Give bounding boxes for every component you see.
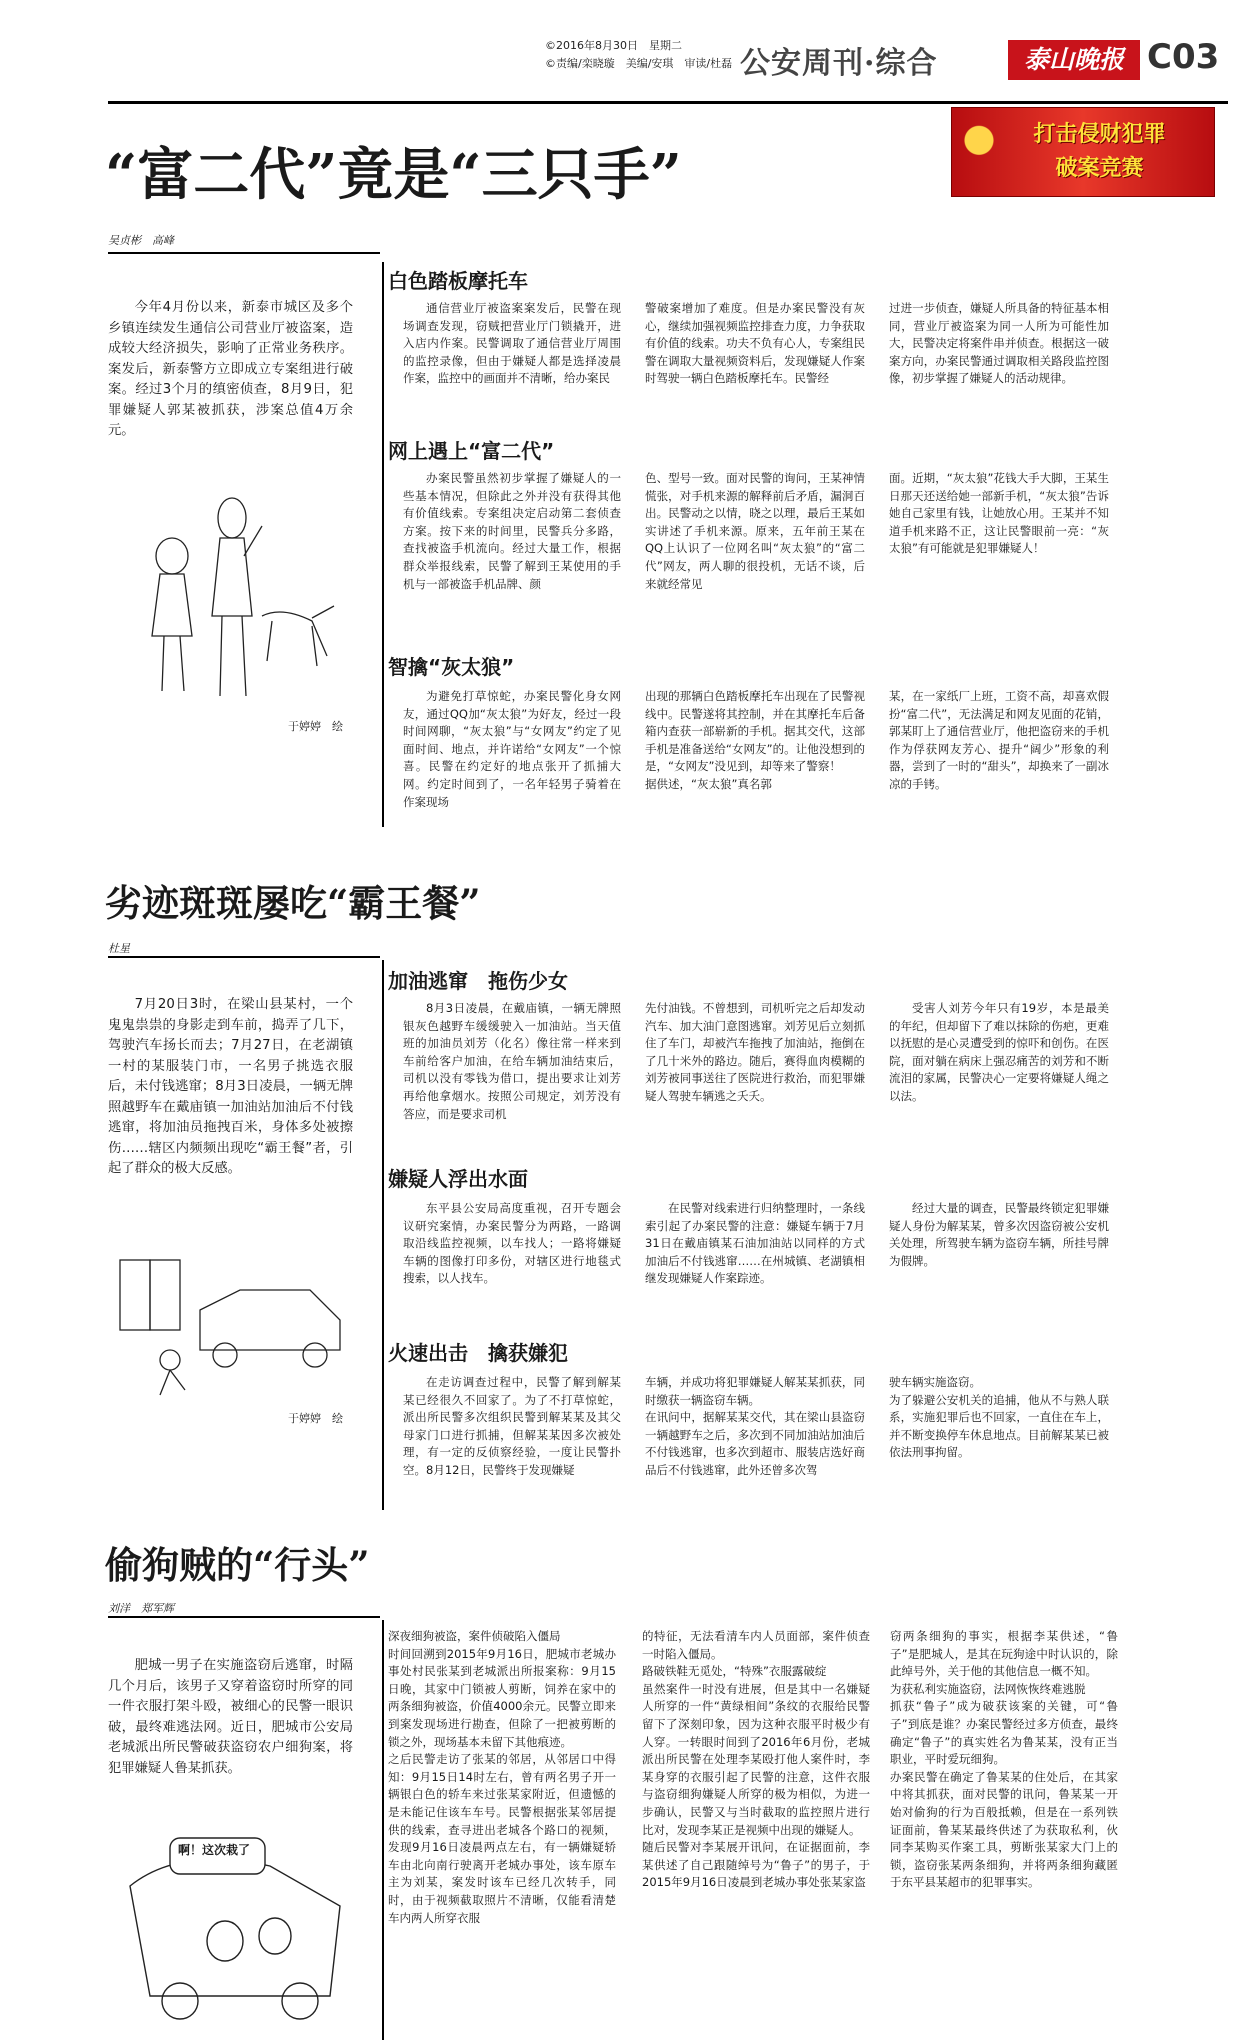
article1-s3-col2: 出现的那辆白色踏板摩托车出现在了民警视线中。民警遂将其控制，并在其摩托车后备箱内查获一部崭新的手机。据其交代，这部手机是准备送给“女网友”的。让他没想到的是，“女网友”没见到，却等来了警察！ 据供述，“灰太狼”真名郭 bbox=[645, 689, 865, 791]
article1-s1-col1: 通信营业厅被盗案案发后，民警在现场调查发现，窃贼把营业厅门锁撬开，进入店内作案。民警调取了通信营业厅周围的监控录像，但由于嫌疑人都是选择凌晨作案，监控中的画面并不清晰，给办案民 bbox=[403, 301, 621, 386]
article2-subhead-1: 加油逃窜 拖伤少女 bbox=[388, 969, 568, 993]
article3-col2: 的特征，无法看清车内人员面部，案件侦查一时陷入僵局。 路破铁鞋无觅处，“特殊”衣服露破绽 虽然案件一时没有进展，但是其中一名嫌疑人所穿的一件“黄绿相间”条纹的衣服给民警留下了深刻印象，因为这种衣服平时极少有人穿。一转眼时间到了2016年6月份，老城派出所民警在处理李某殴打他人案件时，李某身穿的衣服引起了民警的注意，这件衣服与盗窃细狗嫌疑人所穿的极为相似，为进一步确认，民警又与当时截取的监控照片进行比对，发现李某正是视频中出现的嫌疑人。 随后民警对李某展开讯问，在证据面前，李某供述了自己跟随绰号为“鲁子”的男子，于2015年9月16日凌晨到老城办事处张某家盗 bbox=[642, 1629, 870, 1890]
article2-illus-credit: 于婷婷 绘 bbox=[288, 1412, 343, 1425]
article2-s3-col3: 驶车辆实施盗窃。 为了躲避公安机关的追捕，他从不与熟人联系，实施犯罪后也不回家，一直住在车上，并不断变换停车休息地点。目前解某某已被依法刑事拘留。 bbox=[889, 1375, 1109, 1460]
page-number: C03 bbox=[1147, 37, 1220, 77]
article2-title: 劣迹斑斑屡吃“霸王餐” bbox=[105, 881, 481, 925]
article2-s2-col3: 经过大量的调查，民警最终锁定犯罪嫌疑人身份为解某某，曾多次因盗窃被公安机关处理，所驾驶车辆为盗窃车辆，所挂号牌为假牌。 bbox=[889, 1201, 1109, 1268]
article2-byline-rule bbox=[108, 956, 380, 958]
article2-lead: 7月20日3时，在梁山县某村，一个鬼鬼祟祟的身影走到车前，捣弄了几下，驾驶汽车扬长而去；7月27日，在老湖镇一村的某服装门市，一名男子挑选衣服后，未付钱逃窜；8月3日凌晨，一辆无牌照越野车在戴庙镇一加油站加油后不付钱逃窜，将加油员拖拽百米，身体多处被擦伤……辖区内频频出现吃“霸王餐”者，引起了群众的极大反感。 bbox=[108, 997, 353, 1176]
article2-subhead-3: 火速出击 擒获嫌犯 bbox=[388, 1341, 568, 1365]
article1-illus-credit: 于婷婷 绘 bbox=[288, 720, 343, 733]
article1-lead: 今年4月份以来，新泰市城区及多个乡镇连续发生通信公司营业厅被盗案，造成较大经济损失，影响了正常业务秩序。案发后，新泰警方立即成立专案组进行破案。经过3个月的缜密侦查，8月9日，犯罪嫌疑人郭某被抓获，涉案总值4万余元。 bbox=[108, 300, 353, 438]
article1-subhead-2: 网上遇上“富二代” bbox=[388, 439, 555, 463]
header-rule bbox=[108, 101, 1228, 104]
banner-line-1: 打击侵财犯罪 bbox=[1033, 121, 1166, 147]
thief-illustration bbox=[112, 486, 352, 706]
article1-byline: 吴贞彬 高峰 bbox=[108, 234, 174, 247]
editor-line: ©责编/栾晓璇 美编/安琪 审读/杜磊 bbox=[545, 57, 733, 70]
article2-divider bbox=[382, 960, 384, 1510]
article1-s1-col2: 警破案增加了难度。但是办案民警没有灰心，继续加强视频监控排查力度，力争获取有价值的线索。功夫不负有心人，专案组民警在调取大量视频资料后，发现嫌疑人作案时驾驶一辆白色踏板摩托车。民警经 bbox=[645, 301, 865, 386]
article3-lead: 肥城一男子在实施盗窃后逃窜，时隔几个月后，该男子又穿着盗窃时所穿的同一件衣服打架斗殴，被细心的民警一眼识破，最终难逃法网。近日，肥城市公安局老城派出所民警破获盗窃农户细狗案，将犯罪嫌疑人鲁某抓获。 bbox=[108, 1658, 353, 1776]
article2-s2-col2: 在民警对线索进行归纳整理时，一条线索引起了办案民警的注意：嫌疑车辆于7月31日在戴庙镇某石油加油站以同样的方式加油后不付钱逃窜……在州城镇、老湖镇相继发现嫌疑人作案踪迹。 bbox=[645, 1201, 865, 1286]
article1-subhead-1: 白色踏板摩托车 bbox=[388, 269, 528, 293]
newspaper-logo: 泰山晚报 bbox=[1008, 40, 1140, 80]
article1-s2-col3: 面。近期，“灰太狼”花钱大手大脚，王某生日那天还送给她一部新手机，“灰太狼”告诉她自己家里有钱，让她放心用。王某并不知道手机来路不正，这让民警眼前一亮：“灰太狼”有可能就是犯罪嫌疑人！ bbox=[889, 471, 1109, 556]
gas-station-illustration bbox=[110, 1250, 355, 1400]
article1-s2-col1: 办案民警虽然初步掌握了嫌疑人的一些基本情况，但除此之外并没有获得其他有价值线索。专案组决定启动第二套侦查方案。按下来的时间里，民警兵分多路，查找被盗手机流向。经过大量工作，根据群众举报线索，民警了解到王某使用的手机与一部被盗手机品牌、颜 bbox=[403, 471, 621, 591]
article2-byline: 杜星 bbox=[108, 942, 130, 955]
article2-s3-col2: 车辆，并成功将犯罪嫌疑人解某某抓获，同时缴获一辆盗窃车辆。 在讯问中，据解某某交代，其在梁山县盗窃一辆越野车之后，多次到不同加油站加油后不付钱逃窜，也多次到超市、服装店选好商品后不付钱逃窜，此外还曾多次驾 bbox=[645, 1375, 865, 1477]
article2-s2-col1: 东平县公安局高度重视，召开专题会议研究案情，办案民警分为两路，一路调取沿线监控视频，以车找人；一路将嫌疑车辆的图像打印多份，对辖区进行地毯式搜索，以人找车。 bbox=[403, 1201, 621, 1286]
article1-subhead-3: 智擒“灰太狼” bbox=[388, 655, 515, 679]
banner-line-2: 破案竞赛 bbox=[1055, 155, 1144, 181]
article1-divider bbox=[382, 262, 384, 827]
article3-title: 偷狗贼的“行头” bbox=[105, 1543, 370, 1587]
article3-col3: 窃两条细狗的事实，根据李某供述，“鲁子”是肥城人，是其在玩狗途中时认识的，除此绰号外，关于他的其他信息一概不知。 为获私利实施盗窃，法网恢恢终难逃脱 抓获“鲁子”成为破获该案的关键，可“鲁子”到底是谁？办案民警经过多方侦查，最终确定“鲁子”的真实姓名为鲁某某，没有正当职业，平时爱玩细狗。 办案民警在确定了鲁某某的住处后，在其家中将其抓获，面对民警的讯问，鲁某某一开始对偷狗的行为百般抵赖，但是在一系列铁证面前，鲁某某最终供述了为获取私利，伙同李某购买作案工具，剪断张某家大门上的锁，盗窃张某两条细狗，并将两条细狗藏匿于东平县某超市的犯罪事实。 bbox=[890, 1629, 1118, 1890]
article1-s3-col3: 某，在一家纸厂上班，工资不高，却喜欢假扮“富二代”，无法满足和网友见面的花销，郭某盯上了通信营业厅，他把盗窃来的手机作为俘获网友芳心、提升“阔少”形象的利器，尝到了一时的“甜头”，却换来了一副冰凉的手铐。 bbox=[889, 689, 1109, 791]
article3-divider bbox=[382, 1620, 384, 2040]
article2-s1-col1: 8月3日凌晨，在戴庙镇，一辆无牌照银灰色越野车缓缓驶入一加油站。当天值班的加油员刘芳（化名）像往常一样来到车前给客户加油，在给车辆加油结束后，司机以没有零钱为借口，提出要求让刘芳再给他拿烟水。按照公司规定，刘芳没有答应，而是要求司机 bbox=[403, 1001, 621, 1121]
article1-s3-col1: 为避免打草惊蛇，办案民警化身女网友，通过QQ加“灰太狼”为好友，经过一段时间网聊，“灰太狼”与“女网友”约定了见面时间、地点，并许诺给“女网友”一个惊喜。民警在约定好的地点张开了抓捕大网。约定时间到了，一名年轻男子骑着在作案现场 bbox=[403, 689, 621, 809]
article3-col1: 深夜细狗被盗，案件侦破陷入僵局 时间回溯到2015年9月16日，肥城市老城办事处村民张某到老城派出所报案称：9月15日晚，其家中门锁被人剪断，饲养在家中的两条细狗被盗，价值4000余元。民警立即来到案发现场进行勘查，但除了一把被剪断的锁之外，现场基本未留下其他痕迹。 之后民警走访了张某的邻居，从邻居口中得知：9月15日14时左右，曾有两名男子开一辆银白色的轿车来过张某家附近，但遗憾的是未能记住该车车号。民警根据张某邻居提供的线索，查寻进出老城各个路口的视频，发现9月16日凌晨两点左右，有一辆嫌疑轿车由北向南行驶离开老城办事处，该车原车主为刘某，案发时该车已经几次转手，同时，由于视频截取照片不清晰，仅能看清楚车内两人所穿衣服 bbox=[388, 1629, 616, 1925]
article3-byline-rule bbox=[108, 1616, 380, 1618]
article2-s3-col1: 在走访调查过程中，民警了解到解某某已经很久不回家了。为了不打草惊蛇，派出所民警多次组织民警到解某某及其父母家门口进行抓捕，但解某某因多次被处理，有一定的反侦察经验，一度让民警扑空。8月12日，民警终于发现嫌疑 bbox=[403, 1375, 621, 1477]
article2-s1-col2: 先付油钱。不曾想到，司机听完之后却发动汽车、加大油门意图逃窜。刘芳见后立刻抓住了车门，却被汽车拖拽了加油站，拖倒在了几十米外的路边。随后，赛得血肉模糊的刘芳被同事送往了医院进行救治，而犯罪嫌疑人驾驶车辆逃之夭夭。 bbox=[645, 1001, 865, 1103]
article1-s1-col3: 过进一步侦查，嫌疑人所具备的特征基本相同，营业厅被盗案为同一人所为可能性加大，民警决定将案件串并侦查。根据这一破案方向，办案民警通过调取相关路段监控图像，初步掌握了嫌疑人的活动规律。 bbox=[889, 301, 1109, 386]
speech-bubble: 啊！这次栽了 bbox=[178, 1843, 251, 1857]
article3-byline: 刘洋 郑军辉 bbox=[108, 1602, 174, 1615]
article1-byline-rule bbox=[108, 252, 380, 254]
article1-title: “富二代”竟是“三只手” bbox=[105, 142, 682, 208]
article2-s1-col3: 受害人刘芳今年只有19岁，本是最美的年纪，但却留下了难以抹除的伤疤，更难以抚慰的是心灵遭受到的惊吓和创伤。在医院，面对躺在病床上强忍痛苦的刘芳和不断流泪的家属，民警决心一定要将嫌疑人绳之以法。 bbox=[889, 1001, 1109, 1103]
section-name: 公安周刊·综合 bbox=[740, 46, 938, 81]
article1-s2-col2: 色、型号一致。面对民警的询问，王某神情慌张，对手机来源的解释前后矛盾，漏洞百出。民警动之以情，晓之以理，最后王某如实讲述了手机来源。原来，五年前王某在QQ上认识了一位网名叫“灰太狼”的“富二代”网友，两人聊的很投机，无话不谈，后来就经常见 bbox=[645, 471, 865, 591]
campaign-banner bbox=[951, 107, 1215, 197]
date-line: ©2016年8月30日 星期二 bbox=[545, 39, 682, 52]
article2-subhead-2: 嫌疑人浮出水面 bbox=[388, 1167, 528, 1191]
